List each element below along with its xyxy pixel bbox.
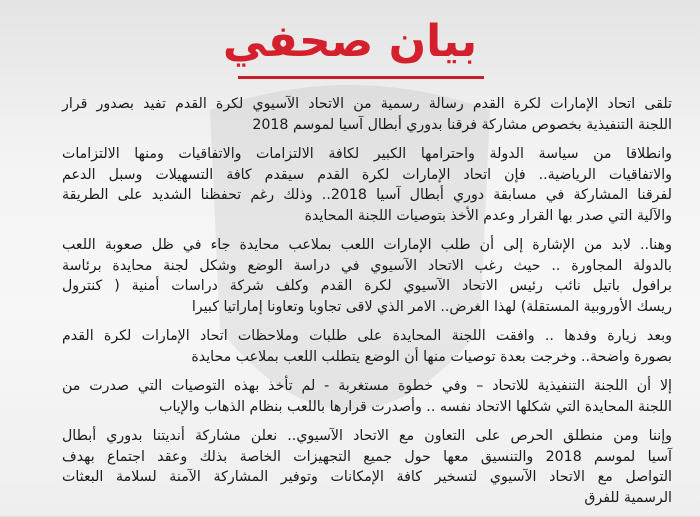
- text-line: آسيا لموسم 2018 والتنسيق معها حول جميع التجهيزات الخاصة بذلك وعقد اجتماع بهدف: [62, 448, 673, 465]
- text-line: ريسك الأوروبية المستقلة) لهذا الغرض.. الامر الذي لاقى تجاوبا وتعاونا إماراتيا كبيرا: [191, 298, 672, 315]
- text-line: بصورة واضحة.. وخرجت بعدة توصيات منها أن الوضع يتطلب اللعب بملاعب محايدة: [191, 348, 672, 365]
- paragraph: [62, 144, 672, 226]
- paragraph: [62, 235, 672, 317]
- statement-body: [62, 94, 672, 517]
- text-line: والاتفاقيات الرياضية.. فإن اتحاد الإمارات لكرة القدم سيقدم كافة التسهيلات وسبل الدعم: [62, 166, 672, 183]
- text-line: التواصل مع الاتحاد الآسيوي لتسخير كافة الإمكانات وتوفير المشاركة الآمنة لسلامة البعثات: [62, 469, 672, 485]
- paragraph: [62, 94, 672, 135]
- text-line: الرسمية للفرق: [584, 489, 672, 506]
- text-line: برافول باتيل نائب رئيس الاتحاد الآسيوي لكرة القدم وكلف شركة دراسات أمنية ( كنترول: [62, 278, 672, 294]
- text-line: والآلية التي صدر بها القرار وعدم الأخذ بتوصيات اللجنة المحايدة: [304, 207, 672, 224]
- text-line: تلقى اتحاد الإمارات لكرة القدم رسالة رسمية من الاتحاد الآسيوي لكرة القدم تفيد بصدور قرار: [62, 96, 672, 112]
- text-line: وبعد زيارة وفدها .. وافقت اللجنة المحايدة على طلبات وملاحظات اتحاد الإمارات لكرة القدم: [62, 328, 672, 344]
- paragraph: [62, 326, 672, 367]
- text-line: اللجنة المحايدة التي شكلها الاتحاد نفسه .. وأصدرت قرارها باللعب بنظام الذهاب والإياب: [159, 398, 672, 415]
- text-line: لفرقنا المشاركة في مسابقة دوري أبطال آسيا 2018.. وذلك رغم تحفظنا الشديد على الطريقة: [62, 187, 672, 203]
- page-title: بيان صحفي: [222, 16, 478, 67]
- title-underline: [238, 76, 484, 79]
- text-line: بالدولة المجاورة .. حيث رغب الاتحاد الآسيوي في دراسة الوضع وشكل لجنة محايدة برئاسة: [62, 257, 672, 274]
- text-line: وانطلاقا من سياسة الدولة واحترامها الكبير لكافة الالتزامات والاتفاقيات ومنها الالتزامات: [62, 146, 672, 162]
- paragraph: [62, 376, 672, 417]
- text-line: وإننا ومن منطلق الحرص على التعاون مع الاتحاد الآسيوي.. نعلن مشاركة أنديتنا بدوري أبطال: [62, 428, 672, 444]
- paragraph: [62, 426, 672, 508]
- text-line: إلا أن اللجنة التنفيذية للاتحاد – وفي خطوة مستغربة - لم تأخذ بهذه التوصيات التي صدرت من: [62, 378, 672, 394]
- text-line: وهنا.. لابد من الإشارة إلى أن طلب الإمارات اللعب بملاعب محايدة جاء في ظل صعوبة اللعب: [62, 237, 672, 253]
- text-line: اللجنة التنفيذية بخصوص مشاركة فرقنا بدوري أبطال آسيا لموسم 2018: [252, 116, 672, 133]
